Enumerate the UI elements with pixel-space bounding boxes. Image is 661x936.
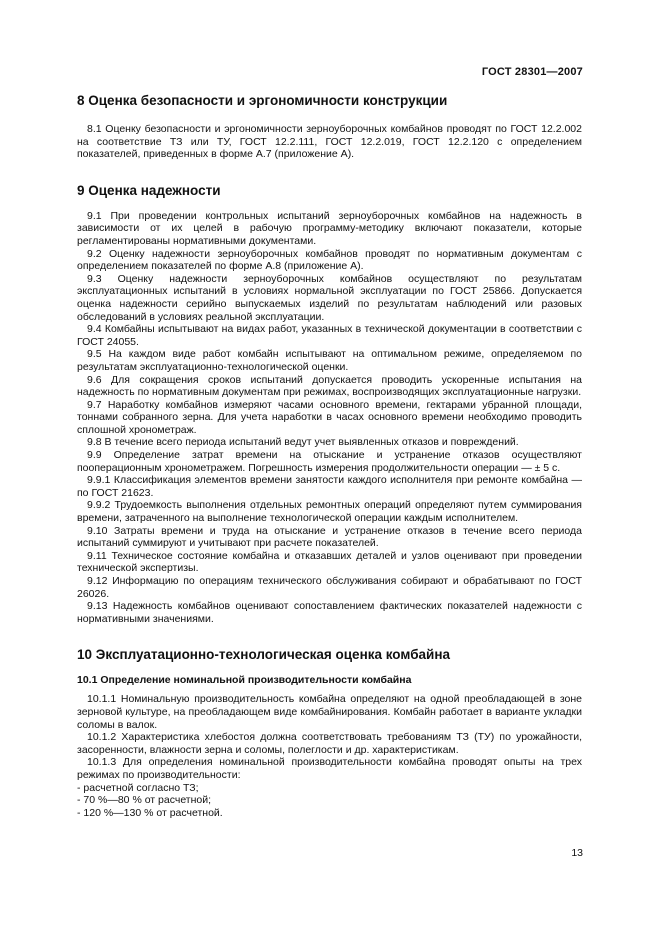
paragraph-9-4: 9.4 Комбайны испытывают на видах работ, указанных в технической документации в соответствии с ГОСТ 24055.	[77, 323, 582, 348]
section-8-heading: 8 Оценка безопасности и эргономичности конструкции	[77, 93, 448, 108]
paragraph-9-13: 9.13 Надежность комбайнов оценивают сопоставлением фактических показателей надежности с нормативными значениями.	[77, 600, 582, 625]
paragraph-9-10: 9.10 Затраты времени и труда на отыскание и устранение отказов в течение всего периода испытаний суммируют и учитывают при расчете показателей.	[77, 524, 582, 550]
paragraph-9-3: 9.3 Оценку надежности зерноуборочных комбайнов осуществляют по результатам эксплуатационных испытаний в условиях нормальной эксплуатации по ГОСТ 25866. Допускается оценка надежности серийно выпускаемых изделий по результатам наблюдений или разовых обследований в условиях реальной эксплуатации.	[77, 272, 582, 323]
paragraph-9-5: 9.5 На каждом виде работ комбайн испытывают на оптимальном режиме, определяемом по результатам эксплуатационно-технологической оценки.	[77, 348, 582, 373]
section-10-heading: 10 Эксплуатационно-технологическая оценка комбайна	[77, 647, 450, 663]
paragraph-9-2: 9.2 Оценку надежности зерноуборочных комбайнов проводят по нормативным документам с определением показателей по форме А.8 (приложение А).	[77, 247, 582, 273]
paragraph-9-9: 9.9 Определение затрат времени на отыскание и устранение отказов осуществляют пооперационным хронометражем. Погрешность измерения продолжительности операции — ± 5 с.	[77, 449, 582, 474]
subsection-10-1-heading: 10.1 Определение номинальной производительности комбайна	[77, 674, 412, 687]
paragraph-9-8: 9.8 В течение всего периода испытаний ведут учет выявленных отказов и повреждений.	[87, 436, 519, 449]
list-item: - расчетной согласно ТЗ;	[77, 781, 199, 794]
paragraph-8-1: 8.1 Оценку безопасности и эргономичности зерноуборочных комбайнов проводят по ГОСТ 12.2.002 на соответствие ТЗ или ТУ, ГОСТ 12.2.111, ГОСТ 12.2.019, ГОСТ 12.2.120 с определением показателей, приведенных в форме А.7 (приложение А).	[77, 123, 582, 161]
document-standard-id: ГОСТ 28301—2007	[481, 66, 583, 78]
list-item: - 70 %—80 % от расчетной;	[77, 794, 212, 807]
paragraph-10-1-2: 10.1.2 Характеристика хлебостоя должна соответствовать требованиям ТЗ (ТУ) по урожайности, засоренности, влажности зерна и соломы, полеглости и др. характеристикам.	[77, 731, 582, 756]
paragraph-9-9-1: 9.9.1 Классификация элементов времени занятости каждого исполнителя при ремонте комбайна — по ГОСТ 21623.	[77, 474, 582, 499]
paragraph-10-1-1: 10.1.1 Номинальную производительность комбайна определяют на одной преобладающей в зоне зерновой культуре, на преобладающем виде комбайнирования. Комбайн работает в варианте укладки соломы в валок.	[77, 693, 582, 731]
paragraph-9-12: 9.12 Информацию по операциям технического обслуживания собирают и обрабатывают по ГОСТ 26026.	[77, 575, 582, 600]
paragraph-10-1-3: 10.1.3 Для определения номинальной производительности комбайна проводят опыты на трех режимах по производительности:	[77, 756, 582, 781]
list-item: - 120 %—130 % от расчетной.	[77, 806, 223, 819]
paragraph-9-11: 9.11 Техническое состояние комбайна и отказавших деталей и узлов оценивают при проведении технической экспертизы.	[77, 549, 582, 575]
paragraph-9-1: 9.1 При проведении контрольных испытаний зерноуборочных комбайнов на надежность в зависимости от их целей в рабочую программу-методику включают показатели, которые регламентированы нормативными документами.	[77, 209, 582, 247]
paragraph-9-6: 9.6 Для сокращения сроков испытаний допускается проводить ускоренные испытания на надежность по нормативным документам при режимах, воспроизводящих эксплуатационные нагрузки.	[77, 373, 582, 399]
productivity-modes-list	[77, 782, 582, 820]
paragraph-9-9-2: 9.9.2 Трудоемкость выполнения отдельных ремонтных операций определяют путем суммирования времени, затраченного на выполнение технологической операции каждым исполнителем.	[77, 499, 582, 525]
document-body	[77, 92, 582, 819]
page-number: 13	[571, 847, 583, 859]
section-9-heading: 9 Оценка надежности	[77, 182, 221, 198]
paragraph-9-7: 9.7 Наработку комбайнов измеряют часами основного времени, гектарами убранной площади, тоннами собранного зерна. Для учета наработки в часах основного времени необходимо проводить сплошной хронометраж.	[77, 398, 582, 436]
